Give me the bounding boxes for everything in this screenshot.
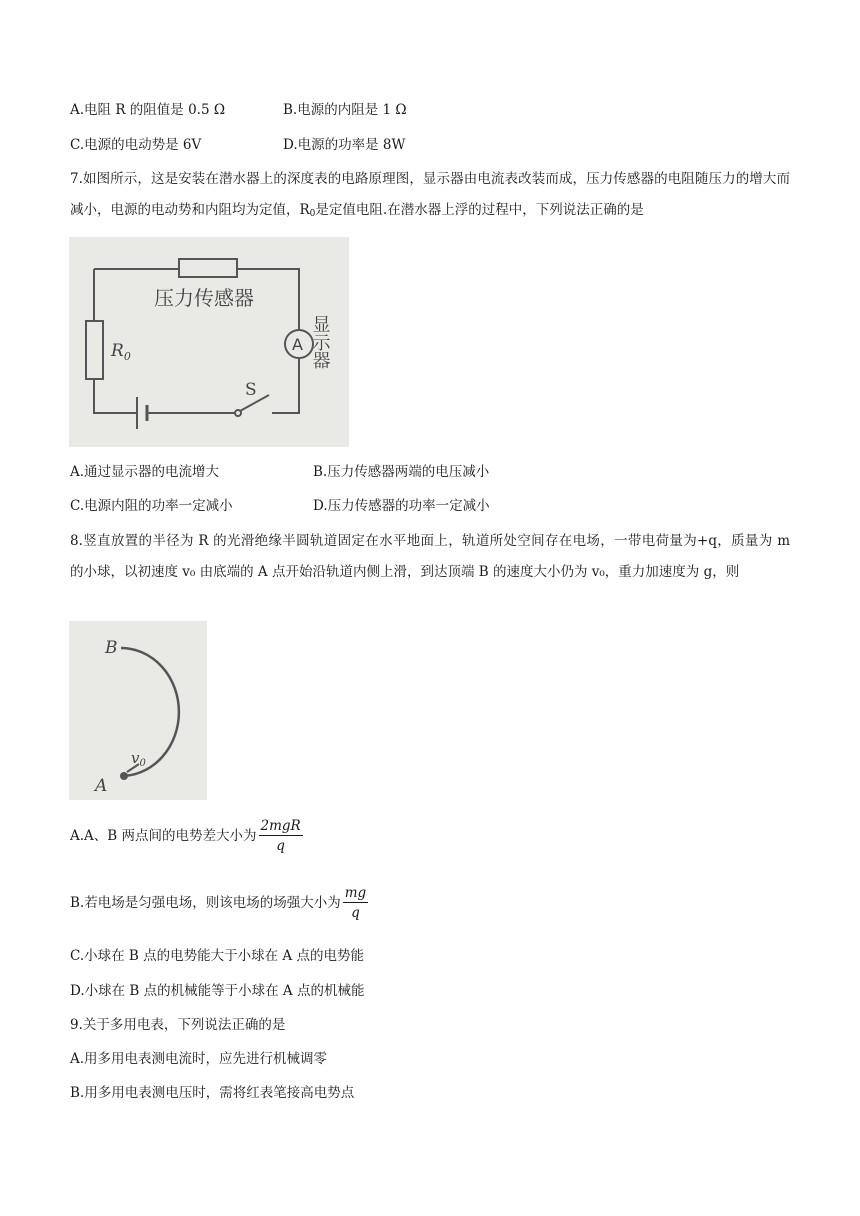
r0-resistor (86, 321, 103, 379)
q8-track-figure (69, 621, 207, 800)
q6-option-c: C.电源的电动势是 6V (70, 137, 202, 153)
q7-option-d: D.压力传感器的功率一定减小 (313, 498, 490, 514)
q8-option-d: D.小球在 B 点的机械能等于小球在 A 点的机械能 (70, 983, 365, 999)
q6-option-b: B.电源的内阻是 1 Ω (283, 102, 407, 118)
q9-option-a: A.用多用电表测电流时，应先进行机械调零 (70, 1051, 328, 1067)
point-b-label: B (105, 638, 118, 658)
circuit-diagram (69, 237, 349, 447)
q6-option-d: D.电源的功率是 8W (283, 137, 406, 153)
q8-stem: 8.竖直放置的半径为 R 的光滑绝缘半圆轨道固定在水平地面上，轨道所处空间存在电场，一带电荷量为+q，质量为 m 的小球，以初速度 v₀ 由底端的 A 点开始沿轨道内侧上滑，到达顶端 B 的速度大小仍为 v₀，重力加速度为 g，则 (70, 533, 790, 580)
q8-option-c: C.小球在 B 点的电势能大于小球在 A 点的电势能 (70, 948, 364, 964)
display-label: 显示器 (309, 315, 331, 369)
q8-option-a: A.A、B 两点间的电势差大小为 $\frac{\text{2mgR}}{q}$ (70, 818, 301, 854)
q8-option-a-fraction: $\frac{\text{2mgR}}{q}$ (260, 818, 301, 854)
semicircle-track (121, 648, 179, 776)
ammeter-symbol: A (292, 335, 303, 354)
q8-option-b-fraction: $\frac{mg}{q}$ (344, 885, 367, 921)
velocity-label: $v_0$ (131, 749, 146, 769)
point-a-label: A (95, 776, 108, 796)
pressure-sensor-resistor (179, 259, 237, 277)
q8-option-b: B.若电场是匀强电场，则该电场的场强大小为 $\frac{mg}{q}$ (70, 885, 367, 921)
wire-left-bottom (94, 379, 137, 413)
sensor-label: 压力传感器 (154, 286, 254, 310)
q7-option-a: A.通过显示器的电流增大 (70, 464, 220, 480)
q9-stem: 9.关于多用电表，下列说法正确的是 (70, 1017, 286, 1033)
track-diagram (69, 621, 207, 800)
r0-label: $R_0$ (111, 341, 131, 363)
switch-label: S (245, 380, 257, 400)
q7-stem: 7.如图所示，这是安装在潜水器上的深度表的电路原理图，显示器由电流表改装而成，压力传感器的电阻随压力的增大而减小，电源的电动势和内阻均为定值，$R_0$是定值电阻.在潜水器上浮的过程中，下列说法正确的是 (70, 171, 790, 219)
q6-option-a: A.电阻 R 的阻值是 0.5 Ω (70, 102, 226, 118)
wire-right-bottom (272, 359, 299, 413)
q7-option-b: B.压力传感器两端的电压减小 (313, 464, 490, 480)
q7-circuit-figure (69, 237, 349, 447)
q7-option-c: C.电源内阻的功率一定减小 (70, 498, 233, 514)
q9-option-b: B.用多用电表测电压时，需将红表笔接高电势点 (70, 1085, 355, 1101)
ball (120, 772, 128, 780)
